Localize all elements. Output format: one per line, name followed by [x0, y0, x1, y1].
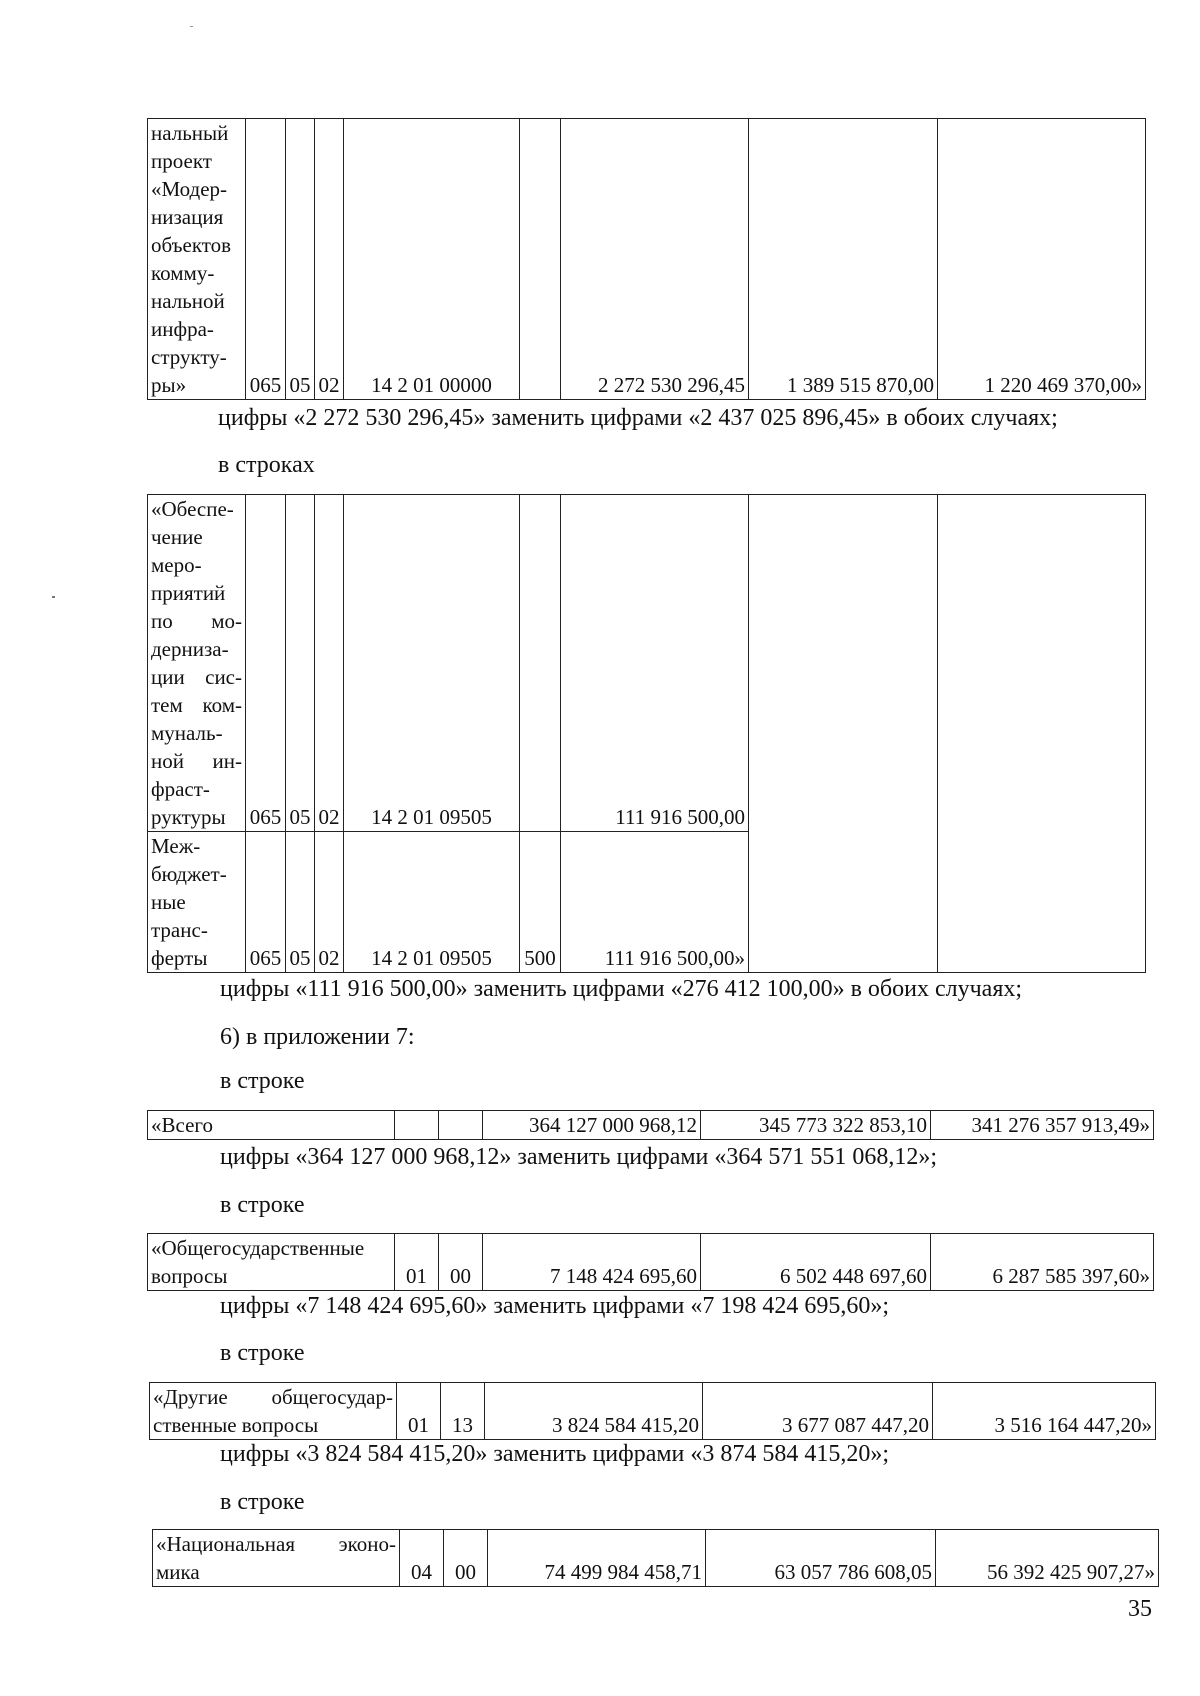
instruction-text: цифры «111 916 500,00» заменить цифрами «276 412 100,00» в обоих случаях;: [220, 976, 1023, 1002]
row-name-lines: [151, 495, 242, 831]
cell-section: 05: [286, 119, 315, 400]
cell-value-2: 1 389 515 870,00: [749, 119, 938, 400]
cell-value-3: 3 516 164 447,20»: [933, 1383, 1156, 1440]
row-name-line: фраст-: [151, 777, 210, 801]
row-name-lines: [151, 119, 242, 399]
budget-table-communal-infrastructure: [147, 118, 1146, 400]
row-name-line: объектов: [151, 233, 232, 257]
row-name-line: «Общегосударственные: [151, 1236, 365, 1260]
budget-table-other-general-issues: [149, 1382, 1156, 1440]
cell-target: 14 2 01 09505: [344, 495, 520, 832]
row-name: [148, 832, 246, 973]
cell-value-1: 111 916 500,00»: [561, 832, 749, 973]
row-name: [148, 495, 246, 832]
cell-type: [520, 119, 561, 400]
row-name-line: структу-: [151, 345, 227, 369]
cell-value-1: 7 148 424 695,60: [483, 1234, 701, 1291]
cell-code: 065: [246, 495, 286, 832]
cell-subsection: 02: [315, 495, 344, 832]
row-name-line: вопросы: [151, 1264, 228, 1288]
row-name-line: по мо-: [151, 609, 242, 633]
row-name-line: проект: [151, 149, 212, 173]
row-name-line: комму-: [151, 261, 215, 285]
cell-value-3: 6 287 585 397,60»: [931, 1234, 1154, 1291]
row-name: [150, 1383, 397, 1440]
cell-section: 01: [395, 1234, 439, 1291]
row-name-line: нальной: [151, 289, 225, 313]
scan-speck: [52, 596, 55, 598]
instruction-text: в строке: [220, 1192, 305, 1218]
cell-type: [520, 495, 561, 832]
table-row: [148, 1111, 1154, 1140]
table-row: [153, 1530, 1159, 1587]
cell-value-1: 111 916 500,00: [561, 495, 749, 832]
row-name-lines: [153, 1383, 393, 1439]
row-name-line: мика: [156, 1560, 200, 1584]
row-name-line: инфра-: [151, 317, 214, 341]
table-row: [148, 495, 1146, 832]
row-name-line: нальный: [151, 121, 229, 145]
cell-value-2: [749, 495, 938, 973]
row-name-line: бюджет-: [151, 862, 227, 886]
row-name-line: дерниза-: [151, 637, 229, 661]
cell-value-2: 6 502 448 697,60: [701, 1234, 931, 1291]
cell-code: 065: [246, 119, 286, 400]
instruction-text: цифры «2 272 530 296,45» заменить цифрами «2 437 025 896,45» в обоих случаях;: [218, 405, 1058, 431]
row-name-line: ры»: [151, 373, 187, 397]
row-name-line: ферты: [151, 946, 208, 970]
row-name-line: ции сис-: [151, 665, 242, 689]
cell-value-3: 56 392 425 907,27»: [936, 1530, 1159, 1587]
instruction-text: цифры «7 148 424 695,60» заменить цифрами «7 198 424 695,60»;: [220, 1293, 890, 1319]
row-name-line: низация: [151, 205, 224, 229]
row-name: «Всего: [148, 1111, 395, 1140]
cell-subsection: 02: [315, 119, 344, 400]
table-row: [150, 1383, 1156, 1440]
row-name-line: ные: [151, 890, 186, 914]
row-name-lines: [151, 832, 242, 972]
cell-value-2: 3 677 087 447,20: [703, 1383, 933, 1440]
cell-value-3: 341 276 357 913,49»: [931, 1111, 1154, 1140]
row-name-line: ной ин-: [151, 749, 242, 773]
row-name: [153, 1530, 400, 1587]
cell-target: 14 2 01 09505: [344, 832, 520, 973]
budget-table-modernization: [147, 494, 1146, 973]
row-name-line: меро-: [151, 553, 202, 577]
row-name-lines: [151, 1234, 391, 1290]
cell-value-3: [938, 495, 1146, 973]
cell-subsection: 02: [315, 832, 344, 973]
budget-table-national-economy: [152, 1529, 1159, 1587]
scan-speck: [190, 26, 193, 27]
row-name-line: ственные вопросы: [153, 1413, 319, 1437]
page-number: 35: [1128, 1596, 1152, 1622]
row-name: [148, 119, 246, 400]
instruction-text: цифры «3 824 584 415,20» заменить цифрами «3 874 584 415,20»;: [220, 1441, 890, 1467]
cell-code: 065: [246, 832, 286, 973]
cell-value-1: 364 127 000 968,12: [483, 1111, 701, 1140]
table-row: [148, 1234, 1154, 1291]
row-name-line: «Национальная эконо-: [156, 1532, 396, 1556]
row-name-line: чение: [151, 525, 203, 549]
row-name-line: приятий: [151, 581, 226, 605]
cell-section: 04: [400, 1530, 444, 1587]
instruction-text: в строке: [220, 1489, 305, 1515]
cell-value-1: 3 824 584 415,20: [485, 1383, 703, 1440]
cell-type: 500: [520, 832, 561, 973]
cell-value-3: 1 220 469 370,00»: [938, 119, 1146, 400]
cell-section: 01: [397, 1383, 441, 1440]
instruction-text: в строке: [220, 1068, 305, 1094]
row-name-line: тем ком-: [151, 693, 242, 717]
cell-section: 05: [286, 832, 315, 973]
cell-value-2: 345 773 322 853,10: [701, 1111, 931, 1140]
row-name-line: Меж-: [151, 834, 201, 858]
cell-section: 05: [286, 495, 315, 832]
cell-section: [395, 1111, 439, 1140]
cell-target: 14 2 01 00000: [344, 119, 520, 400]
instruction-text: в строке: [220, 1340, 305, 1366]
budget-table-general-issues: [147, 1233, 1154, 1291]
cell-subsection: 00: [439, 1234, 483, 1291]
row-name-line: транс-: [151, 918, 208, 942]
row-name-lines: [156, 1530, 396, 1586]
row-name-line: муналь-: [151, 721, 223, 745]
row-name-line: «Модер-: [151, 177, 228, 201]
budget-table-total: [147, 1110, 1154, 1140]
row-name-line: «Другие общегосудар-: [153, 1385, 393, 1409]
table-row: [148, 119, 1146, 400]
cell-subsection: 13: [441, 1383, 485, 1440]
cell-subsection: 00: [444, 1530, 488, 1587]
cell-value-1: 74 499 984 458,71: [488, 1530, 706, 1587]
row-name: [148, 1234, 395, 1291]
cell-value-1: 2 272 530 296,45: [561, 119, 749, 400]
instruction-text: цифры «364 127 000 968,12» заменить цифрами «364 571 551 068,12»;: [220, 1144, 938, 1170]
row-name-line: руктуры: [151, 805, 226, 829]
row-name-line: «Обеспе-: [151, 497, 234, 521]
instruction-text: в строках: [218, 452, 315, 478]
cell-value-2: 63 057 786 608,05: [706, 1530, 936, 1587]
instruction-text: 6) в приложении 7:: [220, 1024, 415, 1050]
cell-subsection: [439, 1111, 483, 1140]
